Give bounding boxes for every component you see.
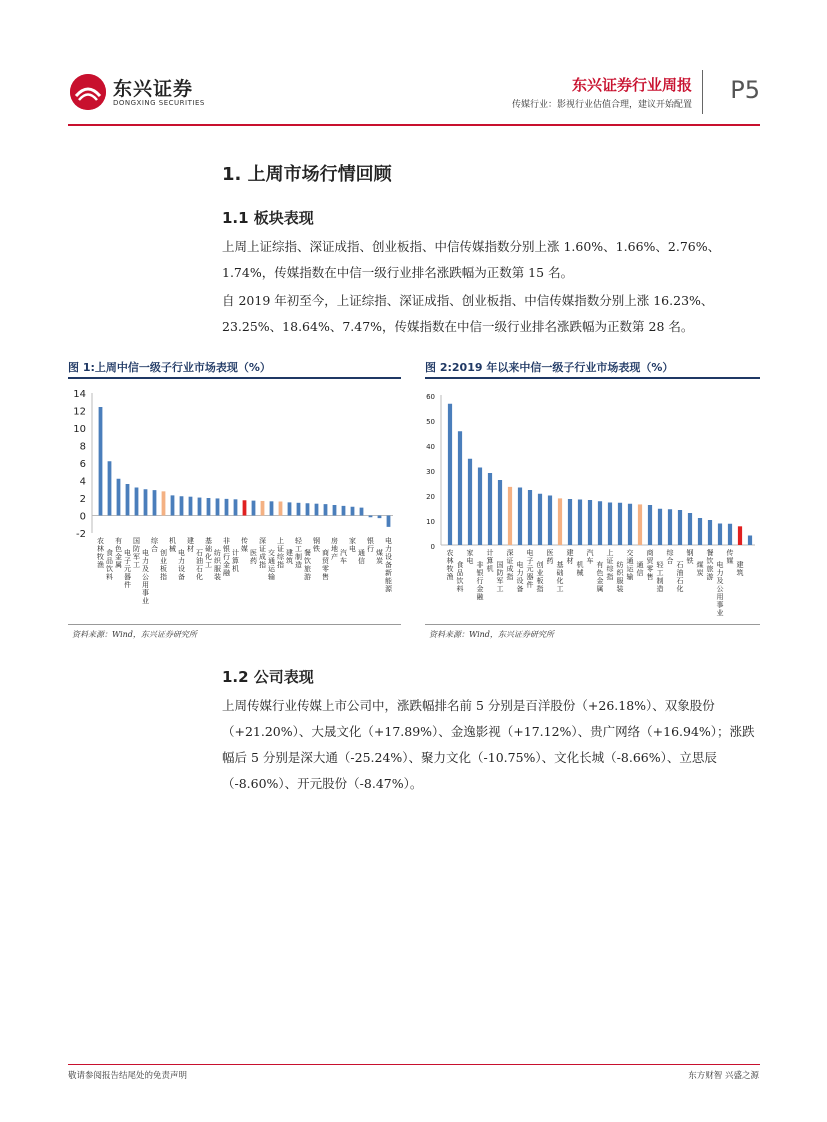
x-category-label: 传媒 [726, 549, 734, 565]
x-category-label: 国防军工 [133, 537, 140, 569]
page-header [68, 62, 760, 124]
x-category-label: 上证综指 [277, 537, 284, 569]
bar-有色金属 [598, 501, 602, 545]
bar-电力及公用事业 [144, 489, 148, 515]
x-category-label: 纺织服装 [214, 549, 221, 581]
x-category-label: 基础化工 [556, 561, 564, 593]
y-tick-label: 4 [79, 476, 86, 488]
x-category-label: 农林牧渔 [446, 549, 454, 581]
x-category-label: 电力设备 [516, 561, 524, 593]
bar-通信 [360, 508, 364, 516]
y-tick-label: 14 [73, 389, 86, 400]
x-category-label: 通信 [636, 561, 644, 577]
bar-计算机 [488, 473, 492, 545]
sector-paragraph-1: 上周上证综指、深证成指、创业板指、中信传媒指数分别上涨 1.60%、1.66%、2.76%、1.74%，传媒指数在中信一级行业排名涨跌幅为正数第 15 名。 [222, 239, 721, 280]
x-category-label: 石油石化 [196, 549, 203, 581]
y-tick-label: 10 [426, 518, 435, 526]
y-tick-label: 6 [79, 459, 86, 470]
x-category-label: 房地产 [331, 537, 338, 561]
x-category-label: 有色金属 [115, 537, 122, 569]
company-logo [68, 72, 208, 116]
x-category-label: 电力及公用事业 [716, 561, 724, 617]
y-tick-label: 2 [79, 494, 86, 505]
bar-计算机 [234, 499, 238, 515]
bar-石油石化 [198, 498, 202, 516]
x-category-label: 建材 [566, 549, 574, 565]
x-category-label: 石油石化 [676, 561, 684, 593]
figure2-chart [425, 385, 760, 620]
bar-国防军工 [498, 480, 502, 545]
bar-交通运输 [628, 504, 632, 545]
x-category-label: 建筑 [286, 549, 293, 565]
x-category-label: 医药 [250, 549, 257, 565]
x-category-label: 综合 [666, 549, 674, 565]
x-category-label: 煤炭 [696, 561, 704, 577]
bar-家电 [351, 507, 355, 516]
y-tick-label: 30 [426, 468, 435, 476]
y-tick-label: 50 [426, 418, 435, 426]
bar-农林牧渔 [99, 407, 103, 516]
x-category-label: 电力设备新能源 [385, 537, 392, 593]
bar-电力及公用事业 [718, 524, 722, 546]
report-subtitle: 传媒行业：影视行业估值合理，建议开始配置 [511, 100, 692, 110]
figure2-title: 图 2:2019 年以来中信一级子行业市场表现（%） [425, 361, 674, 374]
x-category-label: 深证成指 [506, 549, 514, 581]
bar-机械 [171, 495, 175, 515]
page-number: P5 [730, 76, 760, 104]
x-category-label: 商贸零售 [646, 549, 654, 581]
bar-钢铁 [315, 504, 319, 516]
bar-上证综指 [608, 503, 612, 546]
bar-家电 [468, 459, 472, 545]
x-category-label: 轻工制造 [656, 561, 664, 593]
figure1-title: 图 1:上周中信一级子行业市场表现（%） [68, 361, 271, 374]
figure1-bottom-rule [68, 624, 401, 625]
figure2-bottom-rule [425, 624, 760, 625]
bar-通信 [638, 504, 642, 545]
bar-基础化工 [207, 498, 211, 516]
x-category-label: 深证成指 [259, 537, 266, 569]
bar-银行 [369, 516, 373, 518]
y-tick-label: 12 [73, 406, 86, 418]
x-category-label: 钢铁 [686, 549, 694, 565]
bar-汽车 [588, 500, 592, 545]
company-paragraph: 上周传媒行业传媒上市公司中，涨跌幅排名前 5 分别是百洋股份（+26.18%）、双象股份（+21.20%）、大晟文化（+17.89%）、金逸影视（+17.12%）、贵广网络（+16.94%）；涨跌幅后 5 分别是深大通（-25.24%）、聚力文化（-10.75%）、文化长城（-8.66%）、立思辰（-8.60%）、开元股份（-8.47%）。 [222, 698, 755, 791]
bar-医药 [252, 501, 256, 516]
x-category-label: 机械 [169, 537, 176, 553]
bar-基础化工 [558, 498, 562, 545]
x-category-label: 传媒 [241, 537, 248, 553]
bar-房地产 [333, 505, 337, 516]
x-category-label: 电子元器件 [124, 549, 131, 589]
bar-医药 [548, 496, 552, 546]
x-category-label: 农林牧渔 [97, 537, 104, 569]
x-category-label: 建筑 [736, 561, 744, 577]
bar-国防军工 [135, 488, 139, 516]
bar-食品饮料 [458, 431, 462, 545]
x-category-label: 电力及公用事业 [142, 549, 149, 605]
bar-餐饮旅游 [708, 520, 712, 545]
y-tick-label: 10 [73, 424, 86, 435]
bar-商贸零售 [648, 505, 652, 545]
bar-建材 [568, 499, 572, 545]
x-category-label: 计算机 [486, 549, 494, 573]
bar-煤炭 [378, 516, 382, 519]
x-category-label: 餐饮旅游 [304, 549, 311, 581]
y-tick-label: -2 [76, 529, 86, 540]
bar-餐饮旅游 [306, 503, 310, 515]
x-category-label: 银行 [367, 537, 374, 553]
bar-商贸零售 [324, 504, 328, 515]
bar-电力设备 [518, 488, 522, 546]
x-category-label: 家电 [466, 549, 474, 565]
bar-综合 [153, 490, 157, 515]
bar-建筑 [288, 502, 292, 515]
x-category-label: 食品饮料 [106, 549, 113, 581]
y-tick-label: 60 [426, 393, 435, 401]
bar-煤炭 [698, 518, 702, 545]
y-tick-label: 20 [426, 493, 435, 501]
bar-综合 [668, 509, 672, 545]
figure1-top-rule [68, 377, 401, 379]
bar-电子元器件 [528, 490, 532, 545]
bar-纺织服装 [618, 503, 622, 545]
bar-传媒 [243, 500, 247, 515]
x-category-label: 医药 [546, 549, 554, 565]
bar-传媒 [728, 524, 732, 545]
bar-电子元器件 [126, 484, 130, 516]
sector-paragraph-2: 自 2019 年初至今，上证综指、深证成指、创业板指、中信传媒指数分别上涨 16.23%、23.25%、18.64%、7.47%，传媒指数在中信一级行业排名涨跌幅为正数第 28 名。 [222, 293, 714, 334]
footer-rule [68, 1064, 760, 1065]
x-category-label: 非银行金融 [223, 537, 230, 577]
x-category-label: 基础化工 [205, 537, 212, 569]
figure1-source: 资料来源：Wind，东兴证券研究所 [72, 630, 197, 639]
y-tick-label: 0 [79, 511, 86, 523]
x-category-label: 国防军工 [496, 561, 504, 593]
y-tick-label: 0 [430, 543, 435, 551]
figure1-chart [68, 385, 401, 620]
logo-subtext: DONGXING SECURITIES [113, 99, 205, 107]
bar-创业板指 [162, 491, 166, 515]
bar-汽车 [342, 506, 346, 516]
logo-mark-icon [70, 74, 106, 110]
x-category-label: 电力设备 [178, 549, 185, 581]
logo-text: 东兴证券 [113, 78, 194, 100]
x-category-label: 综合 [151, 537, 158, 553]
y-tick-label: 40 [426, 443, 435, 451]
x-category-label: 食品饮料 [456, 561, 464, 593]
x-category-label: 纺织服装 [616, 561, 624, 593]
bar-机械 [578, 500, 582, 546]
bar-建筑 [738, 526, 742, 545]
x-category-label: 家电 [349, 537, 356, 553]
x-category-label: 汽车 [340, 549, 347, 565]
bar-深证成指 [508, 487, 512, 545]
bar-食品饮料 [108, 461, 112, 515]
section-heading: 1. 上周市场行情回顾 [222, 164, 392, 185]
x-category-label: 汽车 [586, 549, 594, 565]
x-category-label: 创业板指 [536, 561, 544, 593]
x-category-label: 计算机 [232, 549, 239, 573]
y-tick-label: 8 [79, 441, 86, 453]
bar-石油石化 [678, 510, 682, 545]
x-category-label: 通信 [358, 549, 365, 565]
subsection-heading-sector: 1.1 板块表现 [222, 209, 314, 227]
x-category-label: 非银行金融 [476, 561, 484, 601]
x-category-label: 机械 [576, 561, 584, 577]
bar-有色金属 [117, 479, 121, 516]
bar-undefined [748, 536, 752, 546]
bar-交通运输 [270, 501, 274, 515]
x-category-label: 商贸零售 [322, 549, 329, 581]
header-rule [68, 124, 760, 126]
bar-创业板指 [538, 494, 542, 545]
x-category-label: 电子元器件 [526, 549, 534, 589]
bar-轻工制造 [658, 509, 662, 545]
footer-slogan: 东方财智 兴盛之源 [688, 1071, 759, 1081]
bar-建材 [189, 497, 193, 516]
figure2-top-rule [425, 377, 760, 379]
header-divider [702, 70, 703, 114]
bar-钢铁 [688, 513, 692, 545]
bar-电力设备 [180, 496, 184, 515]
x-category-label: 上证综指 [606, 549, 614, 581]
bar-深证成指 [261, 501, 265, 516]
x-category-label: 轻工制造 [295, 537, 302, 569]
x-category-label: 创业板指 [160, 549, 167, 581]
x-category-label: 建材 [187, 537, 194, 553]
x-category-label: 煤炭 [376, 549, 383, 565]
bar-电力设备新能源 [387, 516, 391, 527]
subsection-heading-company: 1.2 公司表现 [222, 668, 314, 686]
x-category-label: 钢铁 [313, 537, 320, 553]
bar-非银行金融 [225, 499, 229, 516]
x-category-label: 有色金属 [596, 561, 604, 593]
figure2-source: 资料来源：Wind，东兴证券研究所 [429, 630, 554, 639]
report-title: 东兴证券行业周报 [571, 76, 692, 94]
bar-非银行金融 [478, 468, 482, 546]
bar-上证综指 [279, 502, 283, 516]
x-category-label: 交通运输 [626, 549, 634, 581]
bar-轻工制造 [297, 503, 301, 516]
footer-disclaimer: 敬请参阅报告结尾处的免责声明 [68, 1071, 188, 1081]
bar-纺织服装 [216, 498, 220, 515]
x-category-label: 餐饮旅游 [706, 549, 714, 581]
x-category-label: 交通运输 [268, 549, 275, 581]
bar-农林牧渔 [448, 404, 452, 545]
